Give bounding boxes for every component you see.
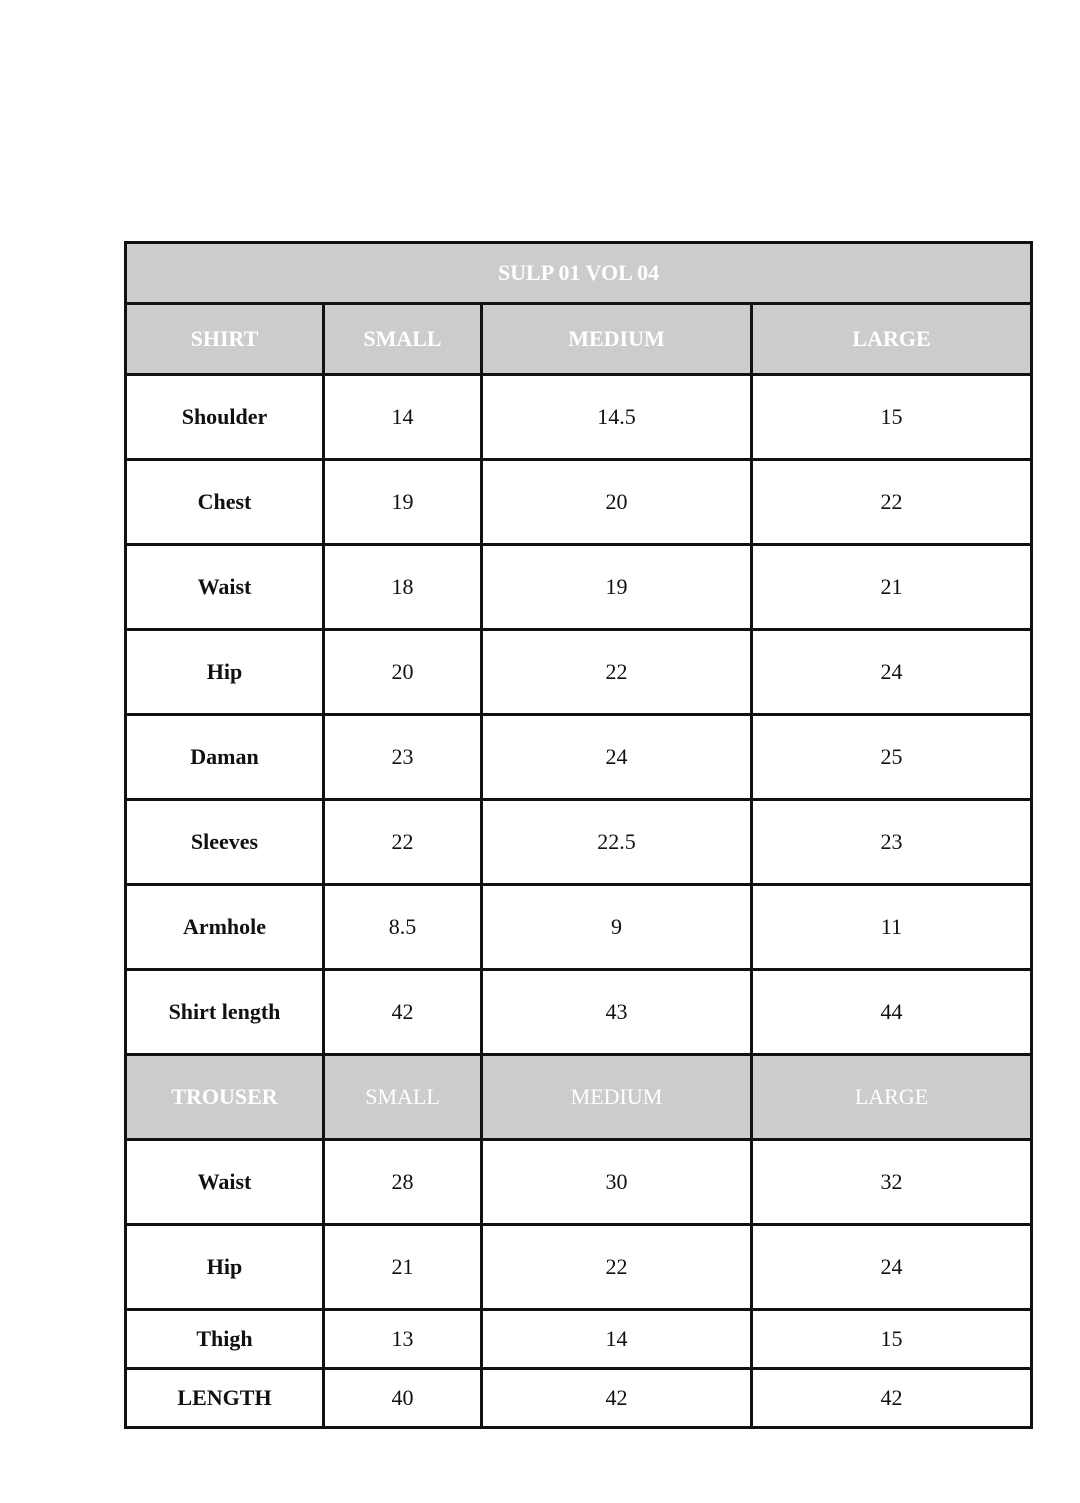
cell-medium: 19	[482, 545, 752, 630]
cell-medium: 43	[482, 970, 752, 1055]
row-label: Thigh	[126, 1310, 324, 1369]
cell-small: 19	[324, 460, 482, 545]
cell-small: 13	[324, 1310, 482, 1369]
table-row	[126, 1310, 1032, 1369]
trouser-header-small: SMALL	[324, 1055, 482, 1140]
shirt-header-row	[126, 304, 1032, 375]
row-label: Daman	[126, 715, 324, 800]
table-row	[126, 375, 1032, 460]
table-row	[126, 460, 1032, 545]
cell-large: 32	[752, 1140, 1032, 1225]
table-row	[126, 970, 1032, 1055]
cell-small: 18	[324, 545, 482, 630]
cell-medium: 22	[482, 630, 752, 715]
row-label: Hip	[126, 1225, 324, 1310]
cell-small: 23	[324, 715, 482, 800]
table-row	[126, 885, 1032, 970]
cell-small: 42	[324, 970, 482, 1055]
cell-large: 23	[752, 800, 1032, 885]
cell-medium: 42	[482, 1369, 752, 1428]
cell-large: 15	[752, 375, 1032, 460]
row-label: Waist	[126, 1140, 324, 1225]
cell-small: 40	[324, 1369, 482, 1428]
cell-medium: 20	[482, 460, 752, 545]
shirt-header-small: SMALL	[324, 304, 482, 375]
row-label: Hip	[126, 630, 324, 715]
table-row	[126, 1369, 1032, 1428]
shirt-header-label: SHIRT	[126, 304, 324, 375]
trouser-header-row	[126, 1055, 1032, 1140]
size-chart-table	[124, 241, 1033, 1429]
cell-medium: 14.5	[482, 375, 752, 460]
cell-medium: 30	[482, 1140, 752, 1225]
row-label: Chest	[126, 460, 324, 545]
row-label: Waist	[126, 545, 324, 630]
cell-large: 44	[752, 970, 1032, 1055]
table-row	[126, 1140, 1032, 1225]
trouser-header-label: TROUSER	[126, 1055, 324, 1140]
row-label: Shirt length	[126, 970, 324, 1055]
trouser-header-large: LARGE	[752, 1055, 1032, 1140]
table-title-row	[126, 243, 1032, 304]
cell-large: 15	[752, 1310, 1032, 1369]
cell-medium: 22	[482, 1225, 752, 1310]
row-label: LENGTH	[126, 1369, 324, 1428]
cell-small: 8.5	[324, 885, 482, 970]
cell-medium: 24	[482, 715, 752, 800]
shirt-header-large: LARGE	[752, 304, 1032, 375]
cell-small: 14	[324, 375, 482, 460]
shirt-header-medium: MEDIUM	[482, 304, 752, 375]
cell-medium: 9	[482, 885, 752, 970]
cell-medium: 22.5	[482, 800, 752, 885]
row-label: Sleeves	[126, 800, 324, 885]
cell-small: 20	[324, 630, 482, 715]
trouser-header-medium: MEDIUM	[482, 1055, 752, 1140]
cell-large: 11	[752, 885, 1032, 970]
cell-large: 25	[752, 715, 1032, 800]
cell-large: 24	[752, 630, 1032, 715]
table-row	[126, 545, 1032, 630]
cell-large: 22	[752, 460, 1032, 545]
cell-large: 24	[752, 1225, 1032, 1310]
table-row	[126, 1225, 1032, 1310]
row-label: Armhole	[126, 885, 324, 970]
table-row	[126, 800, 1032, 885]
cell-large: 42	[752, 1369, 1032, 1428]
cell-large: 21	[752, 545, 1032, 630]
cell-small: 28	[324, 1140, 482, 1225]
table-title: SULP 01 VOL 04	[126, 243, 1032, 304]
table-row	[126, 715, 1032, 800]
cell-small: 22	[324, 800, 482, 885]
cell-small: 21	[324, 1225, 482, 1310]
cell-medium: 14	[482, 1310, 752, 1369]
row-label: Shoulder	[126, 375, 324, 460]
table-row	[126, 630, 1032, 715]
